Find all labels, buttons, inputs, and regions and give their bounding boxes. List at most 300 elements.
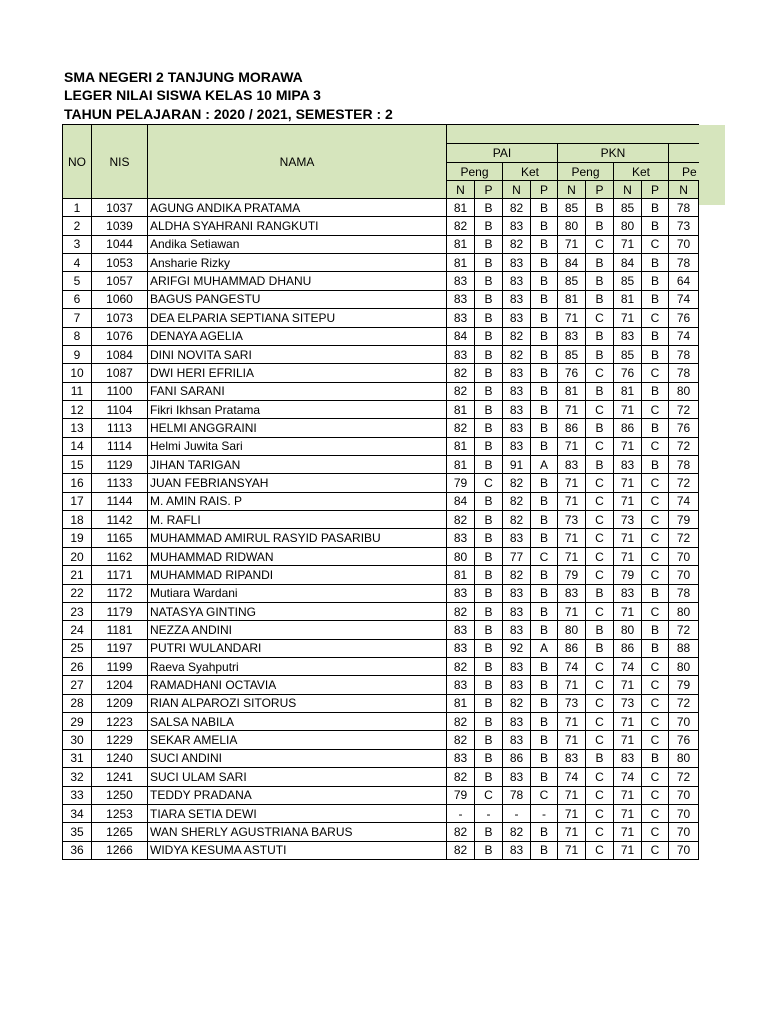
pkn-ket-p-cell: C — [642, 804, 669, 822]
student-name: Andika Setiawan — [148, 235, 447, 253]
pai-peng-n-cell: 81 — [447, 199, 475, 217]
pai-ket-n-cell: 83 — [503, 621, 531, 639]
pai-peng-n-cell: 82 — [447, 364, 475, 382]
subject-header-pai: PAI — [447, 144, 558, 163]
pkn-ket-p-cell: B — [642, 272, 669, 290]
pai-peng-p-cell: B — [475, 290, 503, 308]
pai-peng-p-cell: B — [475, 602, 503, 620]
table-row — [63, 327, 699, 345]
pkn-peng-n-cell: 71 — [558, 676, 586, 694]
pai-ket-p-cell: B — [531, 621, 558, 639]
student-name: TEDDY PRADANA — [148, 786, 447, 804]
next-subject-n-cell: 78 — [669, 254, 699, 272]
pai-ket-n-cell: 83 — [503, 382, 531, 400]
pai-ket-p-cell: B — [531, 345, 558, 363]
next-subject-n-cell: 74 — [669, 492, 699, 510]
pai-ket-n-cell: 77 — [503, 547, 531, 565]
pkn-peng-n-cell: 74 — [558, 657, 586, 675]
pai-ket-p-cell: B — [531, 217, 558, 235]
next-subject-peng-header: Pe — [669, 163, 699, 181]
pkn-peng-p-cell: C — [586, 657, 614, 675]
pkn-ket-n-cell: 85 — [614, 199, 642, 217]
pai-ket-n-cell: 83 — [503, 768, 531, 786]
pai-ket-p-cell: B — [531, 566, 558, 584]
table-row — [63, 364, 699, 382]
pkn-peng-p-cell: C — [586, 768, 614, 786]
table-row — [63, 676, 699, 694]
pai-ket-p-cell: B — [531, 364, 558, 382]
pai-ket-n-cell: 92 — [503, 639, 531, 657]
student-nis: 1037 — [92, 199, 148, 217]
pkn-peng-p-cell: B — [586, 199, 614, 217]
report-title: LEGER NILAI SISWA KELAS 10 MIPA 3 — [64, 87, 321, 104]
student-nis: 1100 — [92, 382, 148, 400]
pai-ket-n-cell: 82 — [503, 694, 531, 712]
pkn-peng-p-cell: C — [586, 547, 614, 565]
pai-ket-n-cell: 82 — [503, 345, 531, 363]
pai-peng-n-cell: 81 — [447, 254, 475, 272]
student-name: Ansharie Rizky — [148, 254, 447, 272]
student-name: WAN SHERLY AGUSTRIANA BARUS — [148, 823, 447, 841]
pkn-peng-n-cell: 71 — [558, 235, 586, 253]
student-name: M. AMIN RAIS. P — [148, 492, 447, 510]
pkn-ket-n-cell: 83 — [614, 456, 642, 474]
pai-peng-p-cell: - — [475, 804, 503, 822]
pai-peng-n-cell: 83 — [447, 621, 475, 639]
pkn-ket-n-cell: 74 — [614, 657, 642, 675]
student-name: Mutiara Wardani — [148, 584, 447, 602]
student-no: 10 — [63, 364, 92, 382]
next-subject-n-cell: 76 — [669, 309, 699, 327]
pkn-ket-p-cell: C — [642, 309, 669, 327]
pai-peng-p-cell: B — [475, 841, 503, 859]
pkn-ket-p-cell: C — [642, 235, 669, 253]
next-subject-n-cell: 79 — [669, 676, 699, 694]
next-subject-n-cell: 88 — [669, 639, 699, 657]
student-nis: 1133 — [92, 474, 148, 492]
pai-peng-p-cell: B — [475, 529, 503, 547]
table-row — [63, 419, 699, 437]
pai-peng-n-cell: 81 — [447, 400, 475, 418]
student-name: DINI NOVITA SARI — [148, 345, 447, 363]
table-row — [63, 235, 699, 253]
table-row — [63, 731, 699, 749]
student-name: JUAN FEBRIANSYAH — [148, 474, 447, 492]
pkn-ket-n-cell: 71 — [614, 676, 642, 694]
pai-ket-p-cell: B — [531, 492, 558, 510]
pai-ket-n-cell: 82 — [503, 199, 531, 217]
pai-peng-p-cell: B — [475, 823, 503, 841]
student-nis: 1229 — [92, 731, 148, 749]
pai-ket-n-cell: 83 — [503, 309, 531, 327]
pkn-peng-p-cell: C — [586, 823, 614, 841]
pkn-peng-p-cell: C — [586, 841, 614, 859]
pkn-ket-n-cell: 80 — [614, 217, 642, 235]
pkn-peng-p-cell: B — [586, 327, 614, 345]
student-nis: 1076 — [92, 327, 148, 345]
pkn-ket-p-cell: B — [642, 217, 669, 235]
student-name: RAMADHANI OCTAVIA — [148, 676, 447, 694]
table-row — [63, 547, 699, 565]
pkn-peng-p-cell: C — [586, 676, 614, 694]
student-name: RIAN ALPAROZI SITORUS — [148, 694, 447, 712]
pai-ket-n-cell: 82 — [503, 235, 531, 253]
next-subject-n-cell: 78 — [669, 584, 699, 602]
student-nis: 1165 — [92, 529, 148, 547]
pkn-peng-n-cell: 83 — [558, 456, 586, 474]
next-subject-n-cell: 76 — [669, 731, 699, 749]
pkn-ket-n-cell: 84 — [614, 254, 642, 272]
student-name: DWI HERI EFRILIA — [148, 364, 447, 382]
student-nis: 1172 — [92, 584, 148, 602]
pkn-peng-n-cell: 73 — [558, 511, 586, 529]
pkn-peng-p-cell: C — [586, 511, 614, 529]
table-row — [63, 584, 699, 602]
pkn-peng-p-header: P — [586, 181, 614, 199]
pai-ket-p-cell: B — [531, 272, 558, 290]
pai-peng-p-cell: C — [475, 474, 503, 492]
pai-ket-p-cell: B — [531, 382, 558, 400]
student-no: 16 — [63, 474, 92, 492]
table-row — [63, 217, 699, 235]
student-no: 26 — [63, 657, 92, 675]
pkn-peng-n-cell: 71 — [558, 492, 586, 510]
next-subject-n-cell: 78 — [669, 364, 699, 382]
pai-peng-p-cell: B — [475, 657, 503, 675]
pkn-peng-n-cell: 81 — [558, 290, 586, 308]
pkn-ket-n-cell: 86 — [614, 639, 642, 657]
pai-peng-n-cell: 83 — [447, 290, 475, 308]
pai-peng-p-cell: B — [475, 272, 503, 290]
pai-ket-n-cell: 91 — [503, 456, 531, 474]
pkn-ket-n-cell: 71 — [614, 437, 642, 455]
pai-peng-p-cell: B — [475, 382, 503, 400]
pai-ket-n-cell: 82 — [503, 823, 531, 841]
student-name: MUHAMMAD RIPANDI — [148, 566, 447, 584]
pai-peng-p-cell: B — [475, 400, 503, 418]
pkn-ket-n-cell: 71 — [614, 235, 642, 253]
pai-peng-n-cell: 83 — [447, 639, 475, 657]
next-subject-n-cell: 70 — [669, 566, 699, 584]
student-no: 12 — [63, 400, 92, 418]
table-row — [63, 768, 699, 786]
pkn-ket-n-cell: 81 — [614, 382, 642, 400]
pai-peng-n-cell: 82 — [447, 217, 475, 235]
grade-ledger-table — [62, 124, 699, 860]
pkn-ket-p-cell: B — [642, 254, 669, 272]
pkn-peng-n-cell: 74 — [558, 768, 586, 786]
pkn-peng-n-cell: 84 — [558, 254, 586, 272]
pkn-peng-p-cell: C — [586, 492, 614, 510]
pkn-peng-n-cell: 86 — [558, 639, 586, 657]
pai-ket-p-cell: B — [531, 290, 558, 308]
student-nis: 1181 — [92, 621, 148, 639]
pkn-ket-p-cell: C — [642, 529, 669, 547]
pai-peng-n-cell: 82 — [447, 768, 475, 786]
pkn-ket-p-cell: C — [642, 547, 669, 565]
pai-peng-p-cell: B — [475, 199, 503, 217]
pai-peng-n-cell: - — [447, 804, 475, 822]
student-name: HELMI ANGGRAINI — [148, 419, 447, 437]
table-row — [63, 823, 699, 841]
pai-ket-n-cell: - — [503, 804, 531, 822]
next-subject-n-cell: 72 — [669, 474, 699, 492]
pai-ket-p-cell: B — [531, 199, 558, 217]
pai-peng-n-cell: 82 — [447, 713, 475, 731]
next-subject-n-cell: 72 — [669, 621, 699, 639]
pkn-ket-n-cell: 76 — [614, 364, 642, 382]
pkn-ket-n-cell: 83 — [614, 327, 642, 345]
pai-peng-n-cell: 83 — [447, 272, 475, 290]
table-row — [63, 621, 699, 639]
student-name: DENAYA AGELIA — [148, 327, 447, 345]
pkn-ket-n-cell: 81 — [614, 290, 642, 308]
pai-peng-p-cell: B — [475, 419, 503, 437]
student-nis: 1142 — [92, 511, 148, 529]
pai-ket-n-cell: 83 — [503, 272, 531, 290]
pai-ket-p-cell: B — [531, 713, 558, 731]
pkn-peng-n-cell: 83 — [558, 584, 586, 602]
pai-ket-n-cell: 82 — [503, 492, 531, 510]
pai-ket-n-cell: 83 — [503, 584, 531, 602]
pai-peng-n-cell: 83 — [447, 584, 475, 602]
student-no: 1 — [63, 199, 92, 217]
pai-ket-p-cell: B — [531, 823, 558, 841]
student-no: 24 — [63, 621, 92, 639]
pai-ket-p-cell: C — [531, 547, 558, 565]
next-subject-n-cell: 80 — [669, 657, 699, 675]
pkn-ket-p-cell: B — [642, 639, 669, 657]
pkn-peng-n-cell: 71 — [558, 786, 586, 804]
pkn-ket-p-cell: C — [642, 474, 669, 492]
pai-ket-p-cell: B — [531, 235, 558, 253]
pkn-ket-p-cell: C — [642, 823, 669, 841]
pai-ket-p-cell: A — [531, 456, 558, 474]
subject-group-header — [447, 125, 699, 144]
student-name: SEKAR AMELIA — [148, 731, 447, 749]
pkn-peng-n-cell: 79 — [558, 566, 586, 584]
pai-peng-n-header: N — [447, 181, 475, 199]
pkn-peng-p-cell: B — [586, 254, 614, 272]
next-subject-n-cell: 79 — [669, 511, 699, 529]
table-row — [63, 713, 699, 731]
student-name: NEZZA ANDINI — [148, 621, 447, 639]
student-name: ALDHA SYAHRANI RANGKUTI — [148, 217, 447, 235]
table-row — [63, 437, 699, 455]
pkn-ket-p-cell: B — [642, 199, 669, 217]
pai-peng-p-cell: C — [475, 786, 503, 804]
pai-peng-n-cell: 80 — [447, 547, 475, 565]
pkn-ket-n-cell: 80 — [614, 621, 642, 639]
pai-peng-p-cell: B — [475, 327, 503, 345]
pai-ket-p-cell: C — [531, 786, 558, 804]
pai-ket-n-cell: 82 — [503, 327, 531, 345]
student-no: 33 — [63, 786, 92, 804]
next-subject-n-cell: 72 — [669, 529, 699, 547]
student-no: 31 — [63, 749, 92, 767]
pai-ket-p-cell: B — [531, 529, 558, 547]
pai-ket-n-cell: 83 — [503, 364, 531, 382]
table-row — [63, 786, 699, 804]
table-row — [63, 492, 699, 510]
student-nis: 1179 — [92, 602, 148, 620]
table-row — [63, 254, 699, 272]
pai-peng-p-cell: B — [475, 749, 503, 767]
pai-ket-p-cell: B — [531, 694, 558, 712]
pkn-peng-p-cell: C — [586, 786, 614, 804]
pai-ket-p-cell: B — [531, 511, 558, 529]
student-name: PUTRI WULANDARI — [148, 639, 447, 657]
pai-ket-n-cell: 83 — [503, 437, 531, 455]
next-subject-n-cell: 76 — [669, 419, 699, 437]
pkn-peng-p-cell: B — [586, 290, 614, 308]
pkn-peng-p-cell: C — [586, 804, 614, 822]
pkn-ket-n-cell: 71 — [614, 804, 642, 822]
table-row — [63, 309, 699, 327]
pkn-ket-p-cell: B — [642, 749, 669, 767]
pkn-peng-n-cell: 71 — [558, 823, 586, 841]
pkn-peng-p-cell: B — [586, 272, 614, 290]
pkn-peng-p-cell: B — [586, 456, 614, 474]
student-nis: 1057 — [92, 272, 148, 290]
pai-peng-p-cell: B — [475, 235, 503, 253]
pai-ket-n-cell: 86 — [503, 749, 531, 767]
next-subject-n-cell: 80 — [669, 749, 699, 767]
pkn-ket-n-cell: 71 — [614, 602, 642, 620]
pkn-peng-n-cell: 71 — [558, 547, 586, 565]
pkn-ket-n-cell: 85 — [614, 345, 642, 363]
student-name: SALSA NABILA — [148, 713, 447, 731]
pkn-ket-n-cell: 73 — [614, 694, 642, 712]
pai-peng-n-cell: 82 — [447, 602, 475, 620]
pkn-ket-p-cell: B — [642, 290, 669, 308]
table-row — [63, 749, 699, 767]
pkn-peng-p-cell: B — [586, 639, 614, 657]
pai-peng-n-cell: 83 — [447, 309, 475, 327]
pai-ket-p-cell: B — [531, 400, 558, 418]
pai-ket-p-cell: A — [531, 639, 558, 657]
pai-peng-n-cell: 83 — [447, 529, 475, 547]
pkn-peng-p-cell: B — [586, 217, 614, 235]
student-name: AGUNG ANDIKA PRATAMA — [148, 199, 447, 217]
student-name: Helmi Juwita Sari — [148, 437, 447, 455]
pai-peng-p-cell: B — [475, 217, 503, 235]
pai-peng-p-cell: B — [475, 345, 503, 363]
pkn-ket-n-cell: 71 — [614, 309, 642, 327]
pkn-ket-p-cell: C — [642, 400, 669, 418]
pai-peng-n-cell: 81 — [447, 456, 475, 474]
pkn-peng-p-cell: C — [586, 731, 614, 749]
pkn-ket-header: Ket — [614, 163, 669, 181]
pkn-peng-p-cell: C — [586, 364, 614, 382]
pkn-peng-n-cell: 71 — [558, 400, 586, 418]
pai-ket-n-cell: 83 — [503, 400, 531, 418]
next-subject-n-cell: 70 — [669, 235, 699, 253]
pkn-peng-p-cell: B — [586, 419, 614, 437]
pkn-peng-p-cell: C — [586, 235, 614, 253]
student-name: DEA ELPARIA SEPTIANA SITEPU — [148, 309, 447, 327]
pkn-peng-p-cell: B — [586, 584, 614, 602]
pkn-ket-p-cell: B — [642, 621, 669, 639]
pai-peng-n-cell: 81 — [447, 694, 475, 712]
pkn-peng-n-cell: 71 — [558, 309, 586, 327]
pkn-ket-p-cell: B — [642, 419, 669, 437]
student-nis: 1240 — [92, 749, 148, 767]
pkn-ket-p-cell: C — [642, 602, 669, 620]
student-name: TIARA SETIA DEWI — [148, 804, 447, 822]
pai-peng-p-cell: B — [475, 364, 503, 382]
pai-peng-n-cell: 82 — [447, 419, 475, 437]
student-name: MUHAMMAD AMIRUL RASYID PASARIBU — [148, 529, 447, 547]
pai-ket-p-cell: B — [531, 327, 558, 345]
pai-ket-p-cell: B — [531, 419, 558, 437]
pai-peng-n-cell: 81 — [447, 566, 475, 584]
student-name: SUCI ANDINI — [148, 749, 447, 767]
pai-peng-p-cell: B — [475, 566, 503, 584]
student-no: 23 — [63, 602, 92, 620]
pkn-peng-p-cell: C — [586, 437, 614, 455]
table-row — [63, 474, 699, 492]
table-row — [63, 511, 699, 529]
pai-peng-p-cell: B — [475, 437, 503, 455]
pai-ket-n-cell: 83 — [503, 841, 531, 859]
next-subject-n-cell: 72 — [669, 768, 699, 786]
pkn-ket-n-cell: 83 — [614, 584, 642, 602]
pai-ket-n-cell: 82 — [503, 566, 531, 584]
pai-peng-n-cell: 84 — [447, 492, 475, 510]
pai-ket-n-cell: 82 — [503, 474, 531, 492]
pai-peng-p-cell: B — [475, 492, 503, 510]
pai-ket-p-cell: B — [531, 474, 558, 492]
pkn-ket-n-cell: 71 — [614, 713, 642, 731]
next-subject-n-cell: 72 — [669, 400, 699, 418]
pai-peng-p-cell: B — [475, 639, 503, 657]
pkn-ket-p-cell: C — [642, 841, 669, 859]
pkn-peng-n-cell: 71 — [558, 731, 586, 749]
student-nis: 1053 — [92, 254, 148, 272]
academic-year: TAHUN PELAJARAN : 2020 / 2021, SEMESTER : 2 — [64, 105, 393, 122]
next-subject-n-cell: 72 — [669, 437, 699, 455]
student-nis: 1060 — [92, 290, 148, 308]
student-no: 3 — [63, 235, 92, 253]
school-name: SMA NEGERI 2 TANJUNG MORAWA — [64, 69, 303, 85]
student-nis: 1209 — [92, 694, 148, 712]
next-subject-n-cell: 70 — [669, 841, 699, 859]
pkn-peng-n-cell: 71 — [558, 602, 586, 620]
student-nis: 1241 — [92, 768, 148, 786]
pai-peng-n-cell: 82 — [447, 511, 475, 529]
student-name: FANI SARANI — [148, 382, 447, 400]
pai-ket-n-cell: 82 — [503, 511, 531, 529]
pkn-ket-p-cell: C — [642, 786, 669, 804]
pkn-peng-p-cell: C — [586, 309, 614, 327]
pkn-peng-p-cell: C — [586, 602, 614, 620]
student-no: 30 — [63, 731, 92, 749]
pai-peng-n-cell: 81 — [447, 235, 475, 253]
pai-ket-header: Ket — [503, 163, 558, 181]
pkn-peng-n-cell: 85 — [558, 345, 586, 363]
table-row — [63, 382, 699, 400]
student-name: Raeva Syahputri — [148, 657, 447, 675]
table-row — [63, 841, 699, 859]
pkn-ket-p-cell: B — [642, 382, 669, 400]
pai-peng-p-cell: B — [475, 694, 503, 712]
student-no: 4 — [63, 254, 92, 272]
pai-peng-p-cell: B — [475, 456, 503, 474]
next-subject-n-cell: 78 — [669, 199, 699, 217]
student-nis: 1084 — [92, 345, 148, 363]
pkn-ket-n-cell: 83 — [614, 749, 642, 767]
